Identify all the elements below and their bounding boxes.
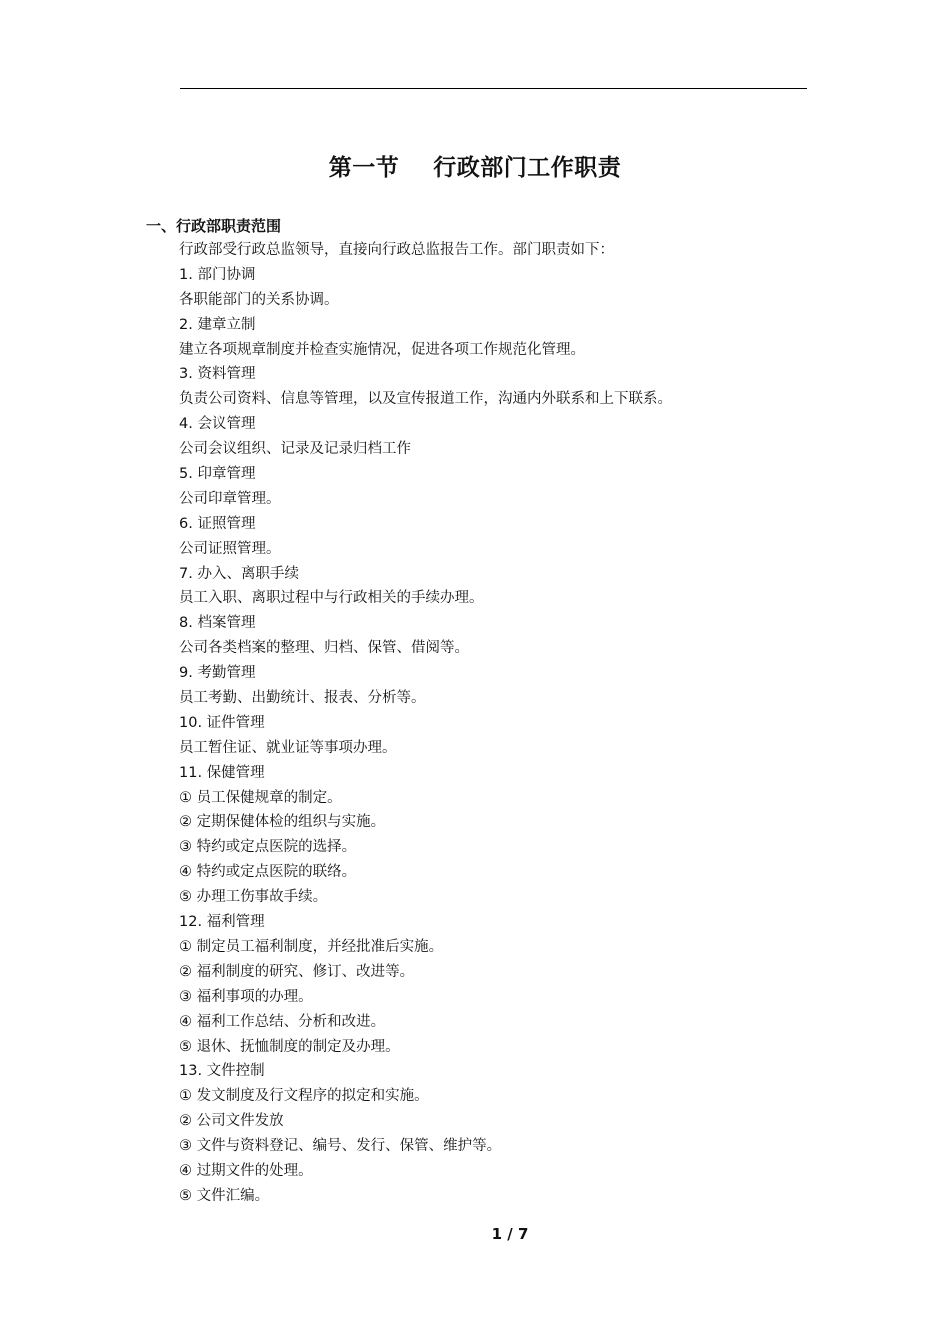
body-line: 4. 会议管理 [179,416,256,433]
body-line: ② 福利制度的研究、修订、改进等。 [179,963,415,980]
body-line: 5. 印章管理 [179,466,256,483]
body-line: ⑤ 退休、抚恤制度的制定及办理。 [179,1038,400,1055]
body-line: 9. 考勤管理 [179,665,256,682]
body-line: ② 公司文件发放 [179,1113,284,1130]
body-line: ④ 过期文件的处理。 [179,1162,313,1179]
body-line: 10. 证件管理 [179,714,265,731]
body-line: ④ 福利工作总结、分析和改进。 [179,1013,386,1030]
body-line: 公司会议组织、记录及记录归档工作 [179,441,411,458]
body-line: 公司印章管理。 [179,490,281,507]
body-line: 8. 档案管理 [179,615,256,632]
body-line: 7. 办入、离职手续 [179,565,299,582]
body-line: 行政部受行政总监领导，直接向行政总监报告工作。部门职责如下： [179,242,614,258]
body-line: 1. 部门协调 [179,266,256,283]
body-line: 建立各项规章制度并检查实施情况，促进各项工作规范化管理。 [179,341,585,358]
body-line: 负责公司资料、信息等管理，以及宣传报道工作，沟通内外联系和上下联系。 [179,391,672,408]
body-line: ① 员工保健规章的制定。 [179,789,342,806]
page-number: 1 / 7 [491,1225,529,1243]
body-line: ⑤ 办理工伤事故手续。 [179,889,328,906]
page-title: 第一节 行政部门工作职责 [328,154,622,181]
body-line: 13. 文件控制 [179,1063,265,1080]
body-line: ③ 福利事项的办理。 [179,988,313,1005]
body-line: ② 定期保健体检的组织与实施。 [179,814,386,831]
body-line: 2. 建章立制 [179,316,256,333]
body-line: 公司各类档案的整理、归档、保管、借阅等。 [179,640,469,657]
body-line: 公司证照管理。 [179,540,281,557]
body-line: 3. 资料管理 [179,366,256,383]
body-line: 11. 保健管理 [179,764,265,781]
body-line: 6. 证照管理 [179,515,256,532]
body-line: ③ 文件与资料登记、编号、发行、保管、维护等。 [179,1138,502,1155]
body-line: ③ 特约或定点医院的选择。 [179,839,357,856]
body-text [179,238,819,1209]
body-line: ⑤ 文件汇编。 [179,1187,270,1204]
body-line: 员工考勤、出勤统计、报表、分析等。 [179,690,426,707]
section-heading: 一、行政部职责范围 [146,217,282,235]
body-line: 员工入职、离职过程中与行政相关的手续办理。 [179,590,484,607]
body-line: ① 制定员工福利制度，并经批准后实施。 [179,938,444,955]
header-rule [180,88,807,89]
body-line: 员工暂住证、就业证等事项办理。 [179,739,397,756]
body-line: ④ 特约或定点医院的联络。 [179,864,357,881]
body-line: ① 发文制度及行文程序的拟定和实施。 [179,1088,429,1105]
body-line: 各职能部门的关系协调。 [179,291,339,308]
body-line: 12. 福利管理 [179,914,265,931]
